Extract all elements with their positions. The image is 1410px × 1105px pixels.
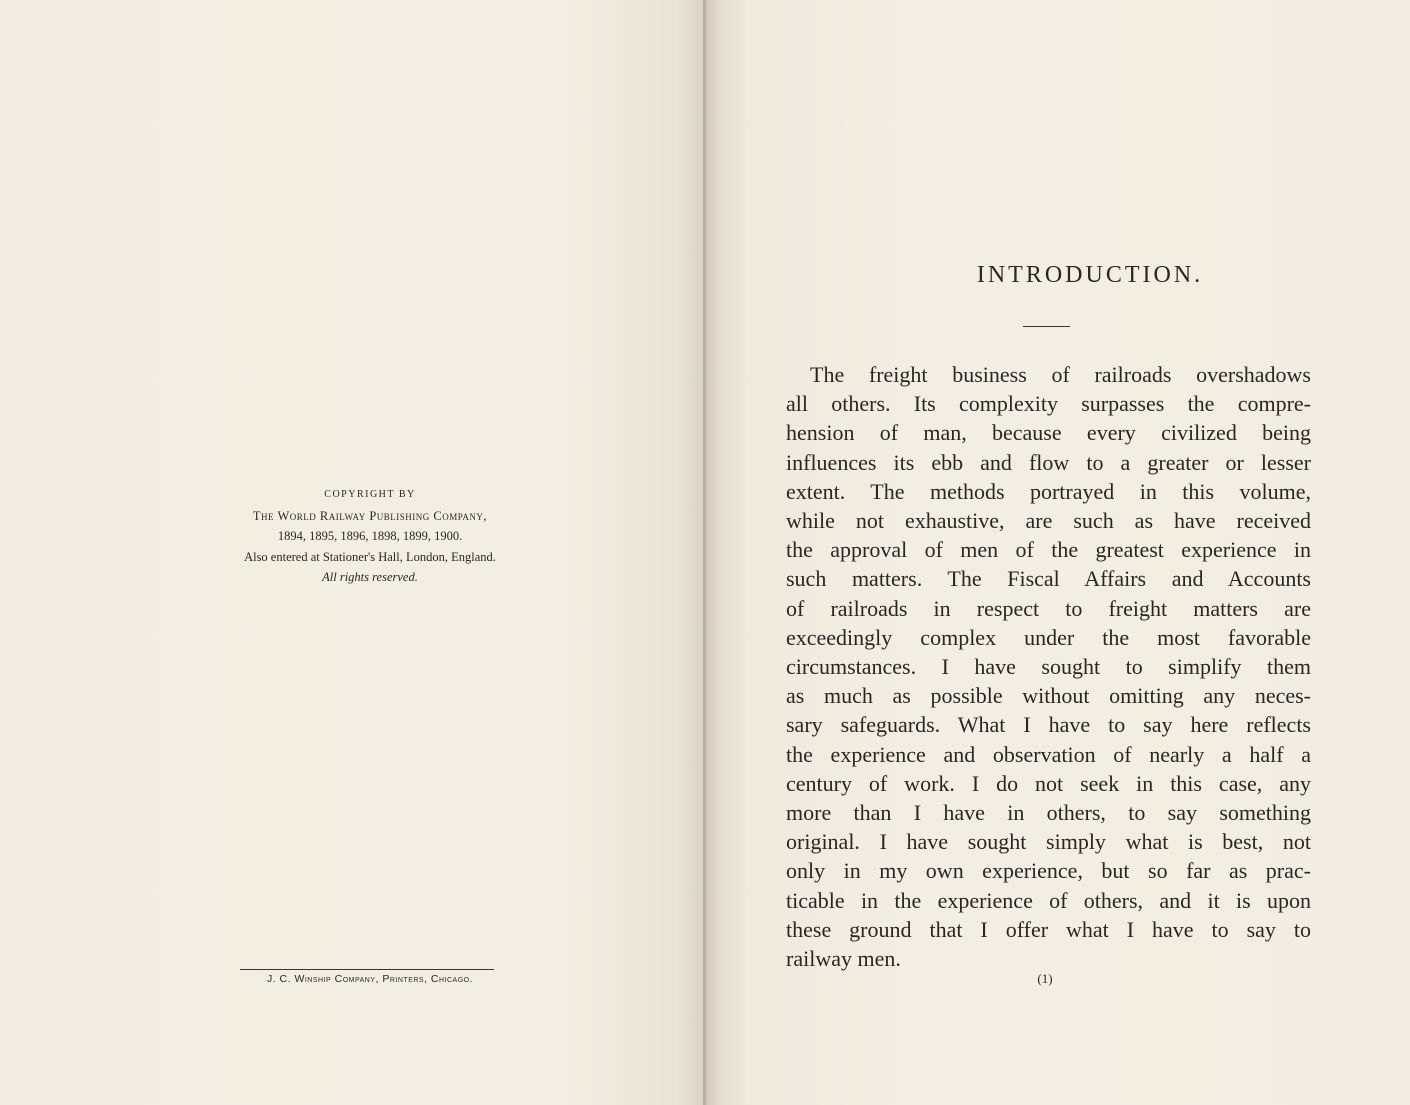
book-gutter (703, 0, 706, 1105)
text-line: of railroads in respect to freight matters are (786, 595, 1311, 621)
text-line: as much as possible without omitting any neces- (786, 683, 1311, 709)
text-line: more than I have in others, to say something (786, 800, 1311, 826)
title-rule (1023, 326, 1070, 327)
text-line: hension of man, because every civilized being (786, 420, 1311, 446)
copyright-publisher: The World Railway Publishing Company, (252, 508, 488, 523)
copyright-block (160, 485, 580, 588)
text-line: the experience and observation of nearly a half a (786, 741, 1311, 767)
text-line: circumstances. I have sought to simplify them (786, 654, 1311, 680)
text-line: all others. Its complexity surpasses the compre- (786, 391, 1311, 417)
right-page (705, 0, 1410, 1105)
printer-imprint: J. C. Winship Company, Printers, Chicago. (266, 973, 474, 985)
text-line: ticable in the experience of others, and it is upon (786, 887, 1311, 913)
printer-rule (240, 969, 494, 970)
text-line: sary safeguards. What I have to say here reflects (786, 712, 1311, 738)
text-line: railway men. (786, 946, 901, 972)
text-line: these ground that I offer what I have to say to (786, 916, 1311, 942)
text-line: The freight business of railroads overshadows (810, 362, 1311, 387)
text-line: original. I have sought simply what is best, not (786, 829, 1311, 855)
copyright-rights: All rights reserved. (322, 570, 418, 584)
text-line: the approval of men of the greatest experience in (786, 537, 1311, 563)
page-number: (1) (1037, 971, 1053, 986)
page-title: INTRODUCTION. (976, 262, 1204, 288)
copyright-entry: Also entered at Stationer's Hall, London, England. (244, 549, 496, 564)
text-line: while not exhaustive, are such as have received (786, 508, 1311, 534)
copyright-label: COPYRIGHT BY (324, 489, 416, 500)
text-line: exceedingly complex under the most favorable (786, 624, 1311, 650)
text-line: influences its ebb and flow to a greater or lesser (786, 449, 1311, 475)
introduction-text (786, 360, 1311, 973)
text-line: century of work. I do not seek in this case, any (786, 770, 1311, 796)
text-line: only in my own experience, but so far as prac- (786, 858, 1311, 884)
text-line: extent. The methods portrayed in this volume, (786, 478, 1311, 504)
copyright-years: 1894, 1895, 1896, 1898, 1899, 1900. (277, 529, 463, 543)
text-line: such matters. The Fiscal Affairs and Accounts (786, 566, 1311, 592)
